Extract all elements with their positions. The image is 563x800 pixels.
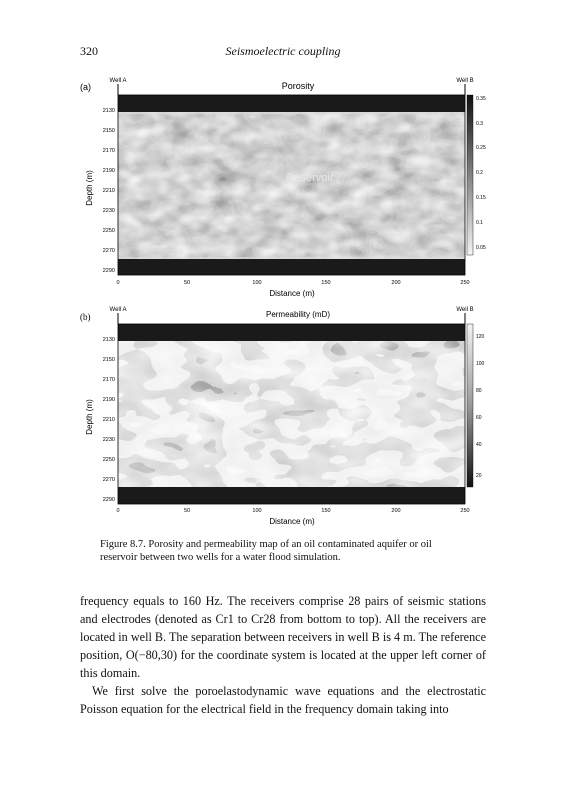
x-tick-labels — [116, 280, 469, 286]
well-a-label: Well A — [109, 307, 127, 313]
x-tick: 250 — [460, 280, 470, 286]
colorbar-tick: 120 — [476, 334, 485, 340]
reservoir-annotation: Reservoir — [286, 172, 334, 184]
y-tick: 2230 — [102, 208, 115, 214]
y-tick: 2210 — [102, 188, 115, 194]
page-header — [80, 44, 486, 60]
colorbar — [467, 95, 473, 255]
y-tick: 2250 — [102, 228, 115, 234]
x-tick: 0 — [116, 280, 120, 286]
y-axis-label: Depth (m) — [85, 399, 94, 435]
colorbar-tick-labels — [476, 96, 486, 251]
y-tick: 2270 — [102, 477, 115, 483]
colorbar-tick-labels — [476, 334, 485, 479]
x-tick: 100 — [252, 508, 262, 514]
colorbar — [467, 324, 473, 487]
y-tick: 2170 — [102, 148, 115, 154]
y-tick: 2290 — [102, 497, 115, 503]
colorbar-tick: 0.2 — [476, 170, 483, 176]
panel-label: (b) — [80, 312, 91, 322]
figure-panel-b — [80, 300, 500, 530]
y-tick: 2190 — [102, 397, 115, 403]
panel-label: (a) — [80, 82, 91, 92]
colorbar-tick: 0.15 — [476, 195, 486, 201]
colorbar-tick: 0.3 — [476, 121, 483, 127]
bottom-layer — [118, 487, 465, 504]
top-layer — [118, 324, 465, 341]
reservoir-field — [118, 112, 465, 259]
figure-caption — [100, 538, 470, 564]
top-layer — [118, 95, 465, 112]
caption-text: Porosity and permeability map of an oil contaminated aquifer or oil reservoir between two wells for a water flood simulation. — [100, 539, 432, 563]
x-tick: 0 — [116, 508, 120, 514]
x-tick: 250 — [460, 508, 470, 514]
colorbar-tick: 0.05 — [476, 245, 486, 251]
bottom-layer — [118, 259, 465, 275]
y-tick: 2130 — [102, 337, 115, 343]
y-tick-labels — [103, 108, 115, 274]
x-tick: 50 — [183, 508, 191, 514]
x-axis-label: Distance (m) — [269, 289, 315, 298]
x-tick: 50 — [183, 280, 191, 286]
y-tick: 2290 — [102, 268, 115, 274]
colorbar-tick: 40 — [476, 442, 482, 448]
x-tick: 200 — [391, 508, 401, 514]
x-tick: 150 — [321, 508, 331, 514]
colorbar-tick: 80 — [476, 388, 482, 394]
y-tick-labels — [103, 337, 115, 503]
y-tick: 2190 — [102, 168, 115, 174]
colorbar-tick: 100 — [476, 361, 485, 367]
x-tick: 200 — [391, 280, 401, 286]
caption-label: Figure 8.7. — [100, 539, 146, 550]
y-tick: 2150 — [102, 357, 115, 363]
running-title: Seismoelectric coupling — [225, 44, 341, 58]
permeability-field — [118, 341, 465, 487]
figure-panel-a — [80, 70, 500, 302]
x-tick: 150 — [321, 280, 331, 286]
page-number: 320 — [80, 44, 98, 58]
colorbar-tick: 20 — [476, 473, 482, 479]
y-axis-label: Depth (m) — [85, 170, 94, 206]
y-tick: 2150 — [102, 128, 115, 134]
x-tick: 100 — [252, 280, 262, 286]
x-tick-labels — [116, 508, 469, 514]
panel-title: Porosity — [281, 81, 315, 91]
colorbar-tick: 60 — [476, 415, 482, 421]
y-tick: 2130 — [102, 108, 115, 114]
colorbar-tick: 0.35 — [476, 96, 486, 102]
well-b-label: Well B — [456, 307, 474, 313]
colorbar-tick: 0.1 — [476, 220, 483, 226]
paragraph: frequency equals to 160 Hz. The receivers comprise 28 pairs of seismic stations and electrodes (denoted as Cr1 to Cr28 from bottom to top). All the receivers are located in well B. The separation between receivers in well B is 4 m. The reference position, O(−80,30) for the coordinate system is located at the upper left corner of this domain. — [80, 594, 486, 680]
permeability-map — [80, 300, 500, 532]
well-b-label: Well B — [456, 78, 474, 84]
well-a-label: Well A — [109, 78, 127, 84]
y-tick: 2250 — [102, 457, 115, 463]
x-axis-label: Distance (m) — [269, 517, 315, 526]
y-tick: 2170 — [102, 377, 115, 383]
paragraph: We first solve the poroelastodynamic wave equations and the electrostatic Poisson equation for the electrical field in the frequency domain taking into — [80, 684, 486, 716]
body-text — [80, 592, 486, 718]
porosity-map — [80, 70, 500, 302]
panel-title: Permeability (mD) — [265, 310, 331, 319]
y-tick: 2230 — [102, 437, 115, 443]
y-tick: 2210 — [102, 417, 115, 423]
y-tick: 2270 — [102, 248, 115, 254]
colorbar-tick: 0.25 — [476, 145, 486, 151]
